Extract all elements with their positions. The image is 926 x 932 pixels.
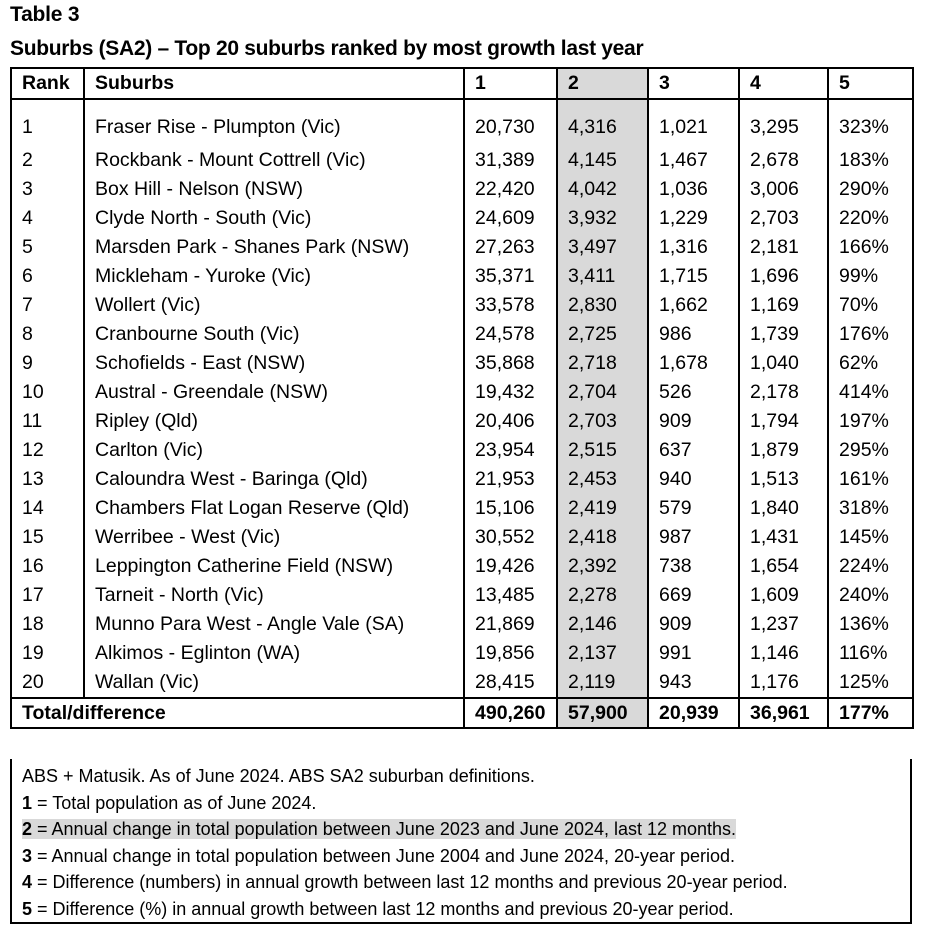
table-cell: 669 <box>648 581 739 610</box>
table-cell: Werribee - West (Vic) <box>84 523 464 552</box>
table-cell: 15 <box>11 523 84 552</box>
table-cell: 2,718 <box>557 349 648 378</box>
column-header: Suburbs <box>84 68 464 99</box>
table-cell: 220% <box>828 204 913 233</box>
table-cell: 1 <box>11 99 84 146</box>
table-cell: 2,418 <box>557 523 648 552</box>
note-item <box>22 869 910 896</box>
total-cell: 20,939 <box>648 698 739 728</box>
table-cell: 31,389 <box>464 146 557 175</box>
note-item <box>22 843 910 870</box>
table-cell: 943 <box>648 668 739 698</box>
table-cell: 176% <box>828 320 913 349</box>
table-cell: 13 <box>11 465 84 494</box>
table-cell: 35,868 <box>464 349 557 378</box>
table-cell: 1,662 <box>648 291 739 320</box>
table-row <box>11 523 913 552</box>
column-header: Rank <box>11 68 84 99</box>
note-text: = Difference (%) in annual growth between last 12 months and previous 20-year period. <box>32 898 734 919</box>
table-cell: 909 <box>648 407 739 436</box>
table-cell: 7 <box>11 291 84 320</box>
note-item <box>22 816 910 843</box>
table-cell: 526 <box>648 378 739 407</box>
table-cell: 19,432 <box>464 378 557 407</box>
table-row <box>11 668 913 698</box>
table-cell: 2,181 <box>739 233 828 262</box>
table-row <box>11 465 913 494</box>
table-cell: 2,453 <box>557 465 648 494</box>
table-row <box>11 262 913 291</box>
total-label: Total/difference <box>11 698 464 728</box>
table-cell: 12 <box>11 436 84 465</box>
table-cell: 318% <box>828 494 913 523</box>
table-cell: 2,515 <box>557 436 648 465</box>
table-row <box>11 436 913 465</box>
table-cell: 161% <box>828 465 913 494</box>
table-cell: 166% <box>828 233 913 262</box>
table-cell: 183% <box>828 146 913 175</box>
total-cell: 177% <box>828 698 913 728</box>
table-cell: 22,420 <box>464 175 557 204</box>
table-cell: Alkimos - Eglinton (WA) <box>84 639 464 668</box>
table-cell: 2,725 <box>557 320 648 349</box>
table-cell: 19,426 <box>464 552 557 581</box>
table-cell: 1,513 <box>739 465 828 494</box>
table-cell: 70% <box>828 291 913 320</box>
table-cell: 2,678 <box>739 146 828 175</box>
table-cell: 10 <box>11 378 84 407</box>
table-cell: 909 <box>648 610 739 639</box>
table-cell: 240% <box>828 581 913 610</box>
table-cell: Schofields - East (NSW) <box>84 349 464 378</box>
column-header: 5 <box>828 68 913 99</box>
table-cell: 1,021 <box>648 99 739 146</box>
note-item <box>22 896 910 923</box>
table-cell: 2,704 <box>557 378 648 407</box>
table-cell: 24,609 <box>464 204 557 233</box>
table-cell: 136% <box>828 610 913 639</box>
table-cell: 1,146 <box>739 639 828 668</box>
table-title: Suburbs (SA2) – Top 20 suburbs ranked by most growth last year <box>10 37 644 60</box>
table-cell: 35,371 <box>464 262 557 291</box>
table-cell: 197% <box>828 407 913 436</box>
table-cell: 3,497 <box>557 233 648 262</box>
table-cell: 15,106 <box>464 494 557 523</box>
table-row <box>11 233 913 262</box>
table-cell: 19 <box>11 639 84 668</box>
table-cell: 27,263 <box>464 233 557 262</box>
header-row <box>11 68 913 99</box>
table-row <box>11 552 913 581</box>
table-row <box>11 349 913 378</box>
table-cell: 9 <box>11 349 84 378</box>
table-cell: 8 <box>11 320 84 349</box>
table-cell: 21,953 <box>464 465 557 494</box>
column-header: 1 <box>464 68 557 99</box>
table-row <box>11 378 913 407</box>
table-cell: 637 <box>648 436 739 465</box>
note-key: 1 <box>22 792 33 813</box>
table-cell: 1,237 <box>739 610 828 639</box>
table-cell: 1,316 <box>648 233 739 262</box>
table-cell: 1,169 <box>739 291 828 320</box>
table-cell: Caloundra West - Baringa (Qld) <box>84 465 464 494</box>
note-key: 5 <box>22 898 33 919</box>
table-cell: Austral - Greendale (NSW) <box>84 378 464 407</box>
table-cell: 28,415 <box>464 668 557 698</box>
note-text: = Annual change in total population between June 2023 and June 2024, last 12 months. <box>32 819 737 839</box>
note-text: = Annual change in total population between June 2004 and June 2024, 20-year period. <box>32 845 736 866</box>
table-cell: 2,703 <box>557 407 648 436</box>
table-cell: 20,730 <box>464 99 557 146</box>
table-cell: Wallan (Vic) <box>84 668 464 698</box>
table-cell: 17 <box>11 581 84 610</box>
table-row <box>11 407 913 436</box>
table-cell: Cranbourne South (Vic) <box>84 320 464 349</box>
table-cell: 1,176 <box>739 668 828 698</box>
note-key: 3 <box>22 845 33 866</box>
table-cell: 224% <box>828 552 913 581</box>
note-key: 2 <box>22 819 33 839</box>
table-cell: 3,006 <box>739 175 828 204</box>
table-cell: 940 <box>648 465 739 494</box>
notes-source: ABS + Matusik. As of June 2024. ABS SA2 suburban definitions. <box>22 766 535 786</box>
table-cell: 986 <box>648 320 739 349</box>
table-cell: 738 <box>648 552 739 581</box>
table-cell: 579 <box>648 494 739 523</box>
table-cell: 19,856 <box>464 639 557 668</box>
table-row <box>11 494 913 523</box>
table-cell: 2,119 <box>557 668 648 698</box>
table-cell: 6 <box>11 262 84 291</box>
table-cell: 323% <box>828 99 913 146</box>
table-cell: 18 <box>11 610 84 639</box>
column-header: 3 <box>648 68 739 99</box>
suburbs-table <box>10 67 914 729</box>
table-cell: Munno Para West - Angle Vale (SA) <box>84 610 464 639</box>
table-cell: 24,578 <box>464 320 557 349</box>
total-cell: 36,961 <box>739 698 828 728</box>
table-cell: 3 <box>11 175 84 204</box>
table-cell: 1,696 <box>739 262 828 291</box>
note-text: = Difference (numbers) in annual growth between last 12 months and previous 20-year period. <box>32 872 788 892</box>
table-cell: 21,869 <box>464 610 557 639</box>
total-cell: 490,260 <box>464 698 557 728</box>
table-cell: Wollert (Vic) <box>84 291 464 320</box>
total-row <box>11 698 913 728</box>
table-cell: 5 <box>11 233 84 262</box>
note-key: 4 <box>22 872 33 892</box>
table-cell: 2 <box>11 146 84 175</box>
table-row <box>11 581 913 610</box>
table-cell: 62% <box>828 349 913 378</box>
table-cell: Carlton (Vic) <box>84 436 464 465</box>
table-cell: 414% <box>828 378 913 407</box>
total-cell: 57,900 <box>557 698 648 728</box>
table-cell: 116% <box>828 639 913 668</box>
table-cell: 3,411 <box>557 262 648 291</box>
table-row <box>11 610 913 639</box>
table-cell: 1,739 <box>739 320 828 349</box>
table-cell: 4,316 <box>557 99 648 146</box>
table-cell: 987 <box>648 523 739 552</box>
table-cell: 20,406 <box>464 407 557 436</box>
table-body <box>11 99 913 698</box>
table-row <box>11 146 913 175</box>
table-cell: 1,715 <box>648 262 739 291</box>
table-cell: 13,485 <box>464 581 557 610</box>
table-cell: Fraser Rise - Plumpton (Vic) <box>84 99 464 146</box>
column-header: 2 <box>557 68 648 99</box>
table-cell: 2,419 <box>557 494 648 523</box>
table-cell: Tarneit - North (Vic) <box>84 581 464 610</box>
note-item <box>22 790 910 817</box>
table-cell: 295% <box>828 436 913 465</box>
table-cell: 4 <box>11 204 84 233</box>
table-cell: 4,042 <box>557 175 648 204</box>
table-cell: 991 <box>648 639 739 668</box>
table-cell: 1,879 <box>739 436 828 465</box>
table-cell: 2,146 <box>557 610 648 639</box>
table-cell: 1,678 <box>648 349 739 378</box>
table-cell: 16 <box>11 552 84 581</box>
table-cell: Ripley (Qld) <box>84 407 464 436</box>
table-cell: 1,840 <box>739 494 828 523</box>
table-cell: 3,932 <box>557 204 648 233</box>
table-cell: 33,578 <box>464 291 557 320</box>
table-cell: 99% <box>828 262 913 291</box>
table-cell: 2,137 <box>557 639 648 668</box>
table-cell: 1,431 <box>739 523 828 552</box>
table-cell: 14 <box>11 494 84 523</box>
table-cell: Leppington Catherine Field (NSW) <box>84 552 464 581</box>
table-cell: 20 <box>11 668 84 698</box>
table-row <box>11 320 913 349</box>
table-cell: 1,036 <box>648 175 739 204</box>
table-cell: 2,392 <box>557 552 648 581</box>
table-cell: 290% <box>828 175 913 204</box>
column-header: 4 <box>739 68 828 99</box>
table-row <box>11 291 913 320</box>
table-cell: 2,703 <box>739 204 828 233</box>
table-cell: 2,278 <box>557 581 648 610</box>
table-label: Table 3 <box>10 3 80 26</box>
table-cell: 23,954 <box>464 436 557 465</box>
table-notes <box>10 759 912 924</box>
table-row <box>11 639 913 668</box>
table-cell: 1,040 <box>739 349 828 378</box>
table-cell: 145% <box>828 523 913 552</box>
table-cell: 30,552 <box>464 523 557 552</box>
table-cell: 2,178 <box>739 378 828 407</box>
table-cell: Mickleham - Yuroke (Vic) <box>84 262 464 291</box>
table-cell: 1,229 <box>648 204 739 233</box>
table-cell: 11 <box>11 407 84 436</box>
table-cell: 1,654 <box>739 552 828 581</box>
table-cell: Box Hill - Nelson (NSW) <box>84 175 464 204</box>
table-row <box>11 175 913 204</box>
table-row <box>11 99 913 146</box>
table-cell: Rockbank - Mount Cottrell (Vic) <box>84 146 464 175</box>
table-row <box>11 204 913 233</box>
table-cell: 1,609 <box>739 581 828 610</box>
note-text: = Total population as of June 2024. <box>32 792 317 813</box>
table-cell: 125% <box>828 668 913 698</box>
table-cell: Marsden Park - Shanes Park (NSW) <box>84 233 464 262</box>
table-cell: 3,295 <box>739 99 828 146</box>
table-cell: 4,145 <box>557 146 648 175</box>
table-cell: Chambers Flat Logan Reserve (Qld) <box>84 494 464 523</box>
table-cell: 2,830 <box>557 291 648 320</box>
table-cell: 1,467 <box>648 146 739 175</box>
table-cell: 1,794 <box>739 407 828 436</box>
table-cell: Clyde North - South (Vic) <box>84 204 464 233</box>
